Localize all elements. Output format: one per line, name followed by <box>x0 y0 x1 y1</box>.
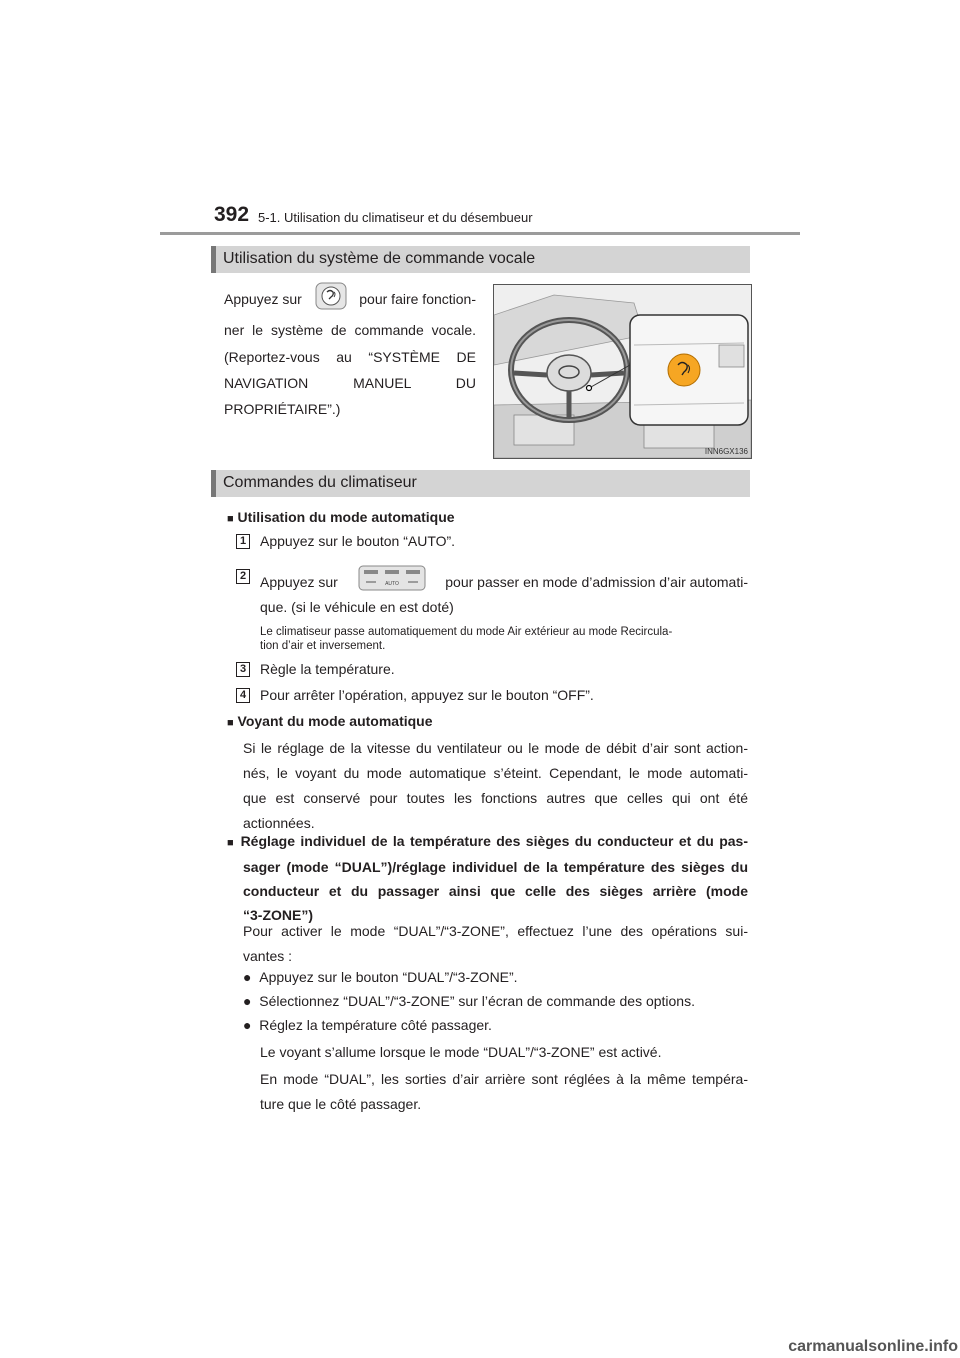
footer-watermark[interactable]: carmanualsonline.info <box>788 1338 958 1355</box>
dual-after1: Le voyant s’allume lorsque le mode “DUAL”/“3-ZONE” est activé. <box>260 1044 662 1060</box>
section-title: Commandes du climatiseur <box>223 474 417 491</box>
bullet-dot: ● <box>243 993 252 1009</box>
step-number: 1 <box>236 534 250 549</box>
step-number: 3 <box>236 662 250 677</box>
steering-wheel-illustration <box>493 284 752 459</box>
dual-heading-line: sager (mode “DUAL”)/réglage individuel de la température des sièges du <box>243 859 748 875</box>
dual-bullet-1: ● Appuyez sur le bouton “DUAL”/“3-ZONE”. <box>243 969 518 985</box>
voice-text-line1a: Appuyez sur <box>224 291 302 307</box>
section-header-bar <box>211 470 216 497</box>
dual-intro <box>243 919 748 968</box>
dual-after2-line: En mode “DUAL”, les sorties d’air arrière sont réglées à la même tempéra- <box>260 1071 748 1087</box>
step-2-before: Appuyez sur <box>260 573 338 590</box>
step-1-text: Appuyez sur le bouton “AUTO”. <box>260 533 456 549</box>
section-header-voice <box>211 246 750 273</box>
step-number: 2 <box>236 569 250 584</box>
dual-heading-line: conducteur et du passager ainsi que celle des sièges arrière (mode <box>243 883 748 899</box>
dual-intro-line: Pour activer le mode “DUAL”/“3-ZONE”, effectuez l’une des opérations sui- <box>243 923 748 939</box>
talk-switch-icon <box>315 282 347 317</box>
indicator-body <box>243 736 748 835</box>
image-code: INN6GX136 <box>704 447 748 456</box>
chapter-title: 5-1. Utilisation du climatiseur et du désembueur <box>258 210 533 225</box>
dual-after2 <box>260 1067 748 1116</box>
step-3-text: Règle la température. <box>260 661 395 677</box>
indicator-line: Si le réglage de la vitesse du ventilateur ou le mode de débit d’air sont action- <box>243 740 748 756</box>
indicator-heading: ■ Voyant du mode automatique <box>227 713 433 729</box>
dual-heading-line: ■ Réglage individuel de la température des sièges du conducteur et du pas- <box>227 833 748 849</box>
voice-text-line3: (Reportez-vous au “SYSTÈME DE <box>224 349 476 365</box>
step-2-after: pour passer en mode d’admission d’air automati- <box>445 573 748 590</box>
section-header-climate <box>211 470 750 497</box>
voice-text-line5: PROPRIÉTAIRE”.) <box>224 401 341 417</box>
dual-heading-line: “3-ZONE”) <box>243 907 313 923</box>
step-2-line1 <box>260 565 748 598</box>
step-4-text: Pour arrêter l’opération, appuyez sur le bouton “OFF”. <box>260 687 594 703</box>
auto-mode-heading: ■ Utilisation du mode automatique <box>227 509 455 525</box>
dual-heading <box>227 829 748 927</box>
voice-text-line4: NAVIGATION MANUEL DU <box>224 375 476 391</box>
step-2-note-line2: tion d’air et inversement. <box>260 640 386 652</box>
voice-text-block <box>224 287 476 421</box>
voice-text-line1b: pour faire fonction- <box>359 291 476 307</box>
indicator-line: actionnées. <box>243 815 315 831</box>
step-number: 4 <box>236 688 250 703</box>
dual-bullet-2: ● Sélectionnez “DUAL”/“3-ZONE” sur l’écran de commande des options. <box>243 993 695 1009</box>
auto-panel-label: AUTO <box>384 581 399 587</box>
indicator-line: nés, le voyant du mode automatique s’éteint. Cependant, le mode automati- <box>243 765 748 781</box>
page-number: 392 <box>214 203 250 226</box>
auto-mode-heading-text: Utilisation du mode automatique <box>237 509 455 525</box>
dual-intro-line: vantes : <box>243 948 293 964</box>
section-title: Utilisation du système de commande vocale <box>223 250 536 267</box>
voice-text-line2: ner le système de commande vocale. <box>224 322 476 338</box>
dual-after2-line: ture que le côté passager. <box>260 1096 422 1112</box>
indicator-line: que est conservé pour toutes les fonctions autres que celles qui ont été <box>243 790 748 806</box>
step-2-note-line1: Le climatiseur passe automatiquement du mode Air extérieur au mode Recircula- <box>260 626 673 638</box>
section-header-bar <box>211 246 216 273</box>
bullet-dot: ● <box>243 1017 252 1033</box>
indicator-heading-text: Voyant du mode automatique <box>237 713 433 729</box>
dual-bullet-3: ● Réglez la température côté passager. <box>243 1017 492 1033</box>
step-2-line2: que. (si le véhicule en est doté) <box>260 599 454 615</box>
auto-panel-icon <box>358 565 426 598</box>
header-rule <box>160 232 800 235</box>
bullet-dot: ● <box>243 969 252 985</box>
